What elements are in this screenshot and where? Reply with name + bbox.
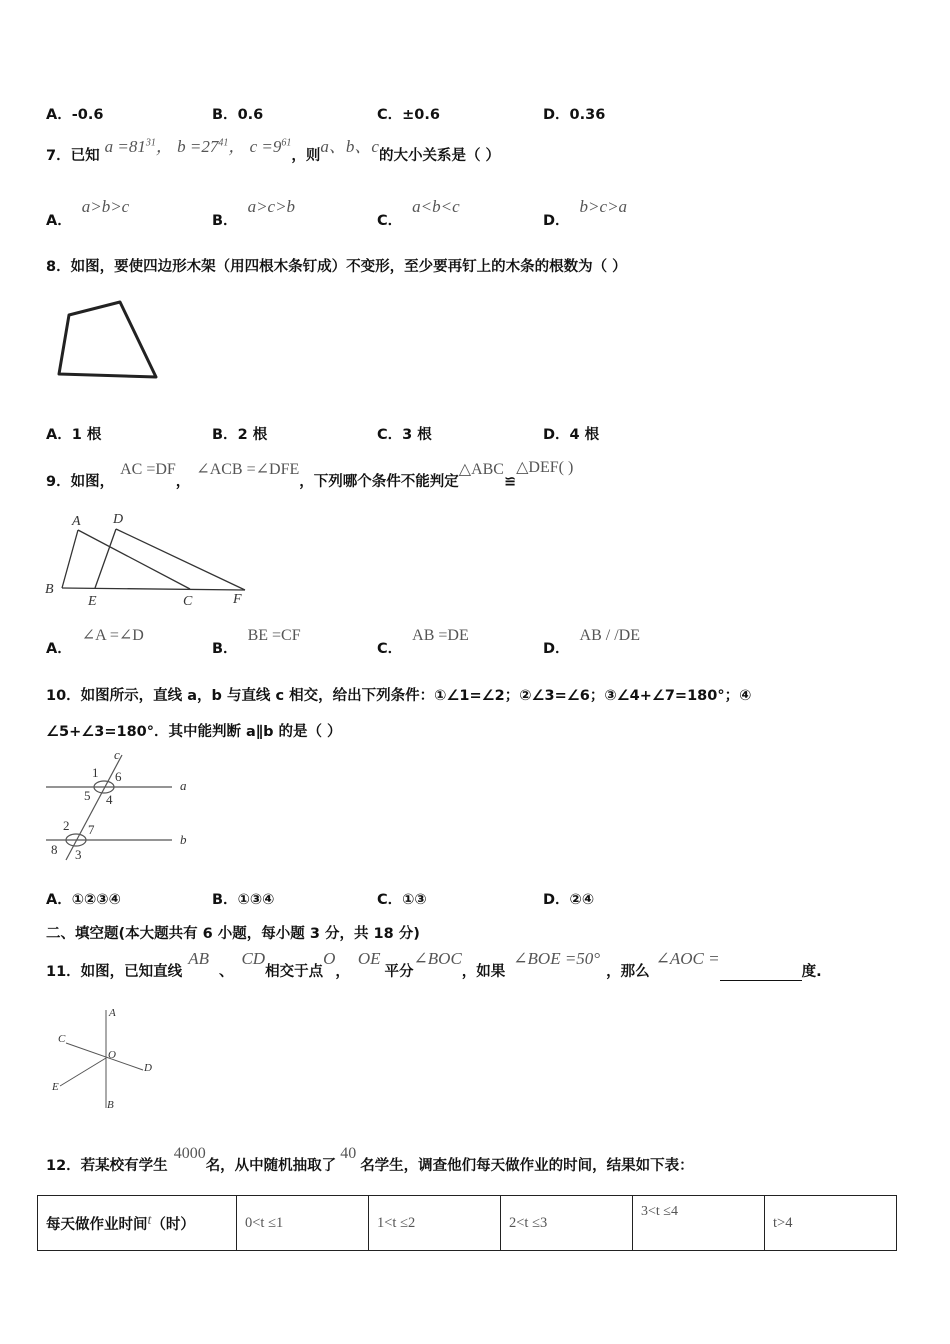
label-c: C xyxy=(183,594,193,609)
label-e: E xyxy=(52,1081,59,1093)
q9-triangles-figure xyxy=(40,505,255,610)
q9-option-b: B．BE =CF xyxy=(212,627,301,657)
label-d: D xyxy=(113,512,124,527)
q9-option-d: D．AB / /DE xyxy=(543,627,640,657)
q6-option-c: C．±0.6 xyxy=(377,107,440,123)
answer-blank[interactable] xyxy=(720,966,802,981)
q8-option-d: D．4 根 xyxy=(543,427,600,443)
q7-option-c: C．a<b<c xyxy=(377,197,460,229)
label-line-c: c xyxy=(114,747,120,762)
q8-option-b: B．2 根 xyxy=(212,427,268,443)
homework-time-table xyxy=(37,1195,897,1251)
table-header-cell: 每天做作业时间t（时） xyxy=(38,1196,237,1251)
q8-stem: 8．如图，要使四边形木架（用四根木条钉成）不变形，至少要再钉上的木条的根数为（ ） xyxy=(46,259,627,275)
q9-option-a: A．∠A =∠D xyxy=(46,627,144,657)
q6-option-b: B．0.6 xyxy=(212,107,264,123)
label-b: B xyxy=(45,582,54,597)
q10-option-a: A．①②③④ xyxy=(46,892,121,908)
q6-option-a: A．-0.6 xyxy=(46,107,104,123)
label-line-a: a xyxy=(180,778,187,793)
table-cell: 2<t ≤3 xyxy=(501,1196,633,1251)
label-line-b: b xyxy=(180,832,187,847)
table-cell: 3<t ≤4 xyxy=(633,1196,765,1251)
angle-7: 7 xyxy=(88,822,95,837)
label-e: E xyxy=(88,594,97,609)
q6-option-d: D．0.36 xyxy=(543,107,606,123)
label-b: B xyxy=(107,1099,114,1111)
angle-5: 5 xyxy=(84,788,91,803)
label-f: F xyxy=(233,592,242,607)
q8-option-a: A．1 根 xyxy=(46,427,102,443)
table-row xyxy=(38,1196,897,1251)
q10-option-b: B．①③④ xyxy=(212,892,275,908)
label-o: O xyxy=(108,1049,116,1061)
table-cell: 1<t ≤2 xyxy=(369,1196,501,1251)
q11-lines-figure xyxy=(46,1000,171,1118)
q12-stem: 12．若某校有学生4000名，从中随机抽取了40名学生，调查他们每天做作业的时间，结果如下表： xyxy=(46,1145,694,1174)
q11-stem: 11．如图，已知直线AB、CD相交于点O，OE平分∠BOC，如果∠BOE =50°，那么∠AOC =度. xyxy=(46,949,822,980)
angle-3: 3 xyxy=(75,847,82,862)
label-c: C xyxy=(58,1033,66,1045)
table-cell: 0<t ≤1 xyxy=(237,1196,369,1251)
q8-option-c: C．3 根 xyxy=(377,427,432,443)
q7-option-d: D．b>c>a xyxy=(543,197,628,229)
q10-stem-line2: ∠5+∠3=180°．其中能判断 a∥b 的是（ ） xyxy=(46,724,342,740)
q10-stem-line1: 10．如图所示，直线 a，b 与直线 c 相交，给出下列条件：①∠1=∠2；②∠3=∠6；③∠4+∠7=180°；④ xyxy=(46,688,752,704)
table-cell: t>4 xyxy=(765,1196,897,1251)
q7-option-a: A．a>b>c xyxy=(46,197,130,229)
angle-1: 1 xyxy=(92,765,99,780)
q10-option-c: C．①③ xyxy=(377,892,427,908)
label-a: A xyxy=(109,1007,116,1019)
q10-option-d: D．②④ xyxy=(543,892,595,908)
q7-option-b: B．a>c>b xyxy=(212,197,296,229)
q9-option-c: C．AB =DE xyxy=(377,627,469,657)
q9-stem: 9．如图，AC =DF，∠ACB =∠DFE，下列哪个条件不能判定△ABC≌△DEF( ) xyxy=(46,459,574,490)
angle-2: 2 xyxy=(63,818,70,833)
label-d: D xyxy=(144,1062,152,1074)
section-heading: 二、填空题(本大题共有 6 小题，每小题 3 分，共 18 分) xyxy=(46,926,420,942)
angle-4: 4 xyxy=(106,792,113,807)
angle-8: 8 xyxy=(51,842,58,857)
angle-6: 6 xyxy=(115,769,122,784)
label-a: A xyxy=(72,514,81,529)
q7-stem: 7．已知 $a =81^{31}$， $b =27^{41}$， $c =9^{61}$，则a、b、c的大小关系是（ ） xyxy=(46,137,501,164)
q10-parallel-lines-figure xyxy=(44,745,194,865)
q8-quadrilateral-figure xyxy=(50,295,170,385)
